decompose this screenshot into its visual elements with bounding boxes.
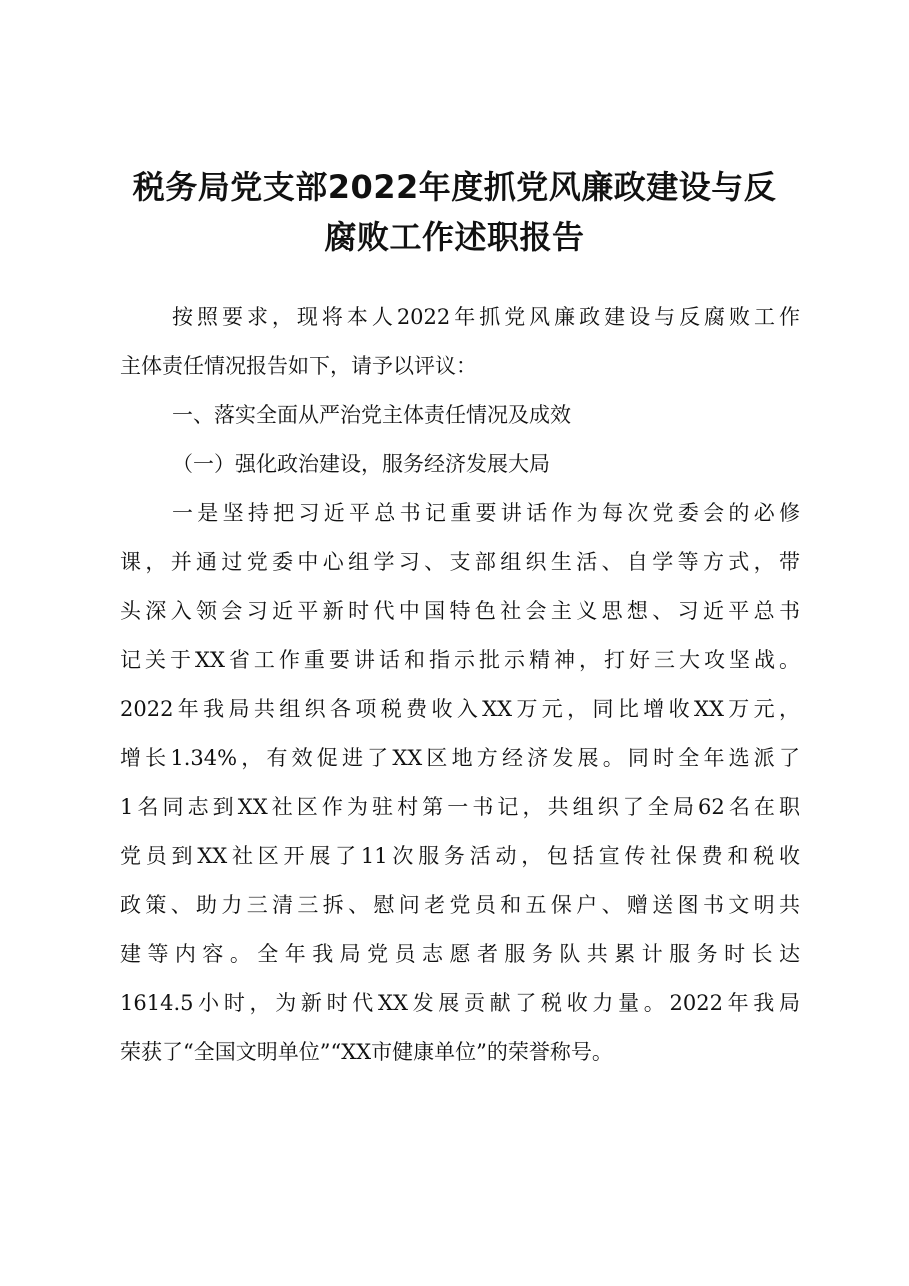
body-line-7: 头深入领会习近平新时代中国特色社会主义思想、习近平总书 (120, 599, 800, 623)
section-heading: 一、落实全面从严治党主体责任情况及成效 (172, 403, 571, 427)
body-line-1: 按照要求，现将本人2022年抓党风廉政建设与反腐败工作 (172, 305, 800, 329)
body-line-10: 增长1.34%，有效促进了XX区地方经济发展。同时全年选派了 (120, 746, 800, 770)
body-line-11: 1名同志到XX社区作为驻村第一书记，共组织了全局62名在职 (120, 795, 800, 819)
body-line-9: 2022年我局共组织各项税费收入XX万元，同比增收XX万元， (120, 697, 800, 721)
body-line-13: 政策、助力三清三拆、慰问老党员和五保户、赠送图书文明共 (120, 893, 800, 917)
body-line-6: 课，并通过党委中心组学习、支部组织生活、自学等方式，带 (120, 550, 800, 574)
body-line-2: 主体责任情况报告如下，请予以评议： (120, 354, 477, 378)
body-line-14: 建等内容。全年我局党员志愿者服务队共累计服务时长达 (120, 942, 800, 966)
body-line-8: 记关于XX省工作重要讲话和指示批示精神，打好三大攻坚战。 (120, 648, 800, 672)
body-line-5: 一是坚持把习近平总书记重要讲话作为每次党委会的必修 (172, 501, 800, 525)
body-line-16: 荣获了“全国文明单位”“XX市健康单位”的荣誉称号。 (120, 1040, 613, 1064)
document-title-line-1: 税务局党支部2022年度抓党风廉政建设与反 (132, 168, 777, 206)
body-line-12: 党员到XX社区开展了11次服务活动，包括宣传社保费和税收 (120, 844, 800, 868)
document-title-line-2: 腐败工作述职报告 (324, 218, 585, 256)
subsection-heading: （一）强化政治建设，服务经济发展大局 (172, 452, 550, 476)
body-line-15: 1614.5小时，为新时代XX发展贡献了税收力量。2022年我局 (120, 991, 800, 1015)
